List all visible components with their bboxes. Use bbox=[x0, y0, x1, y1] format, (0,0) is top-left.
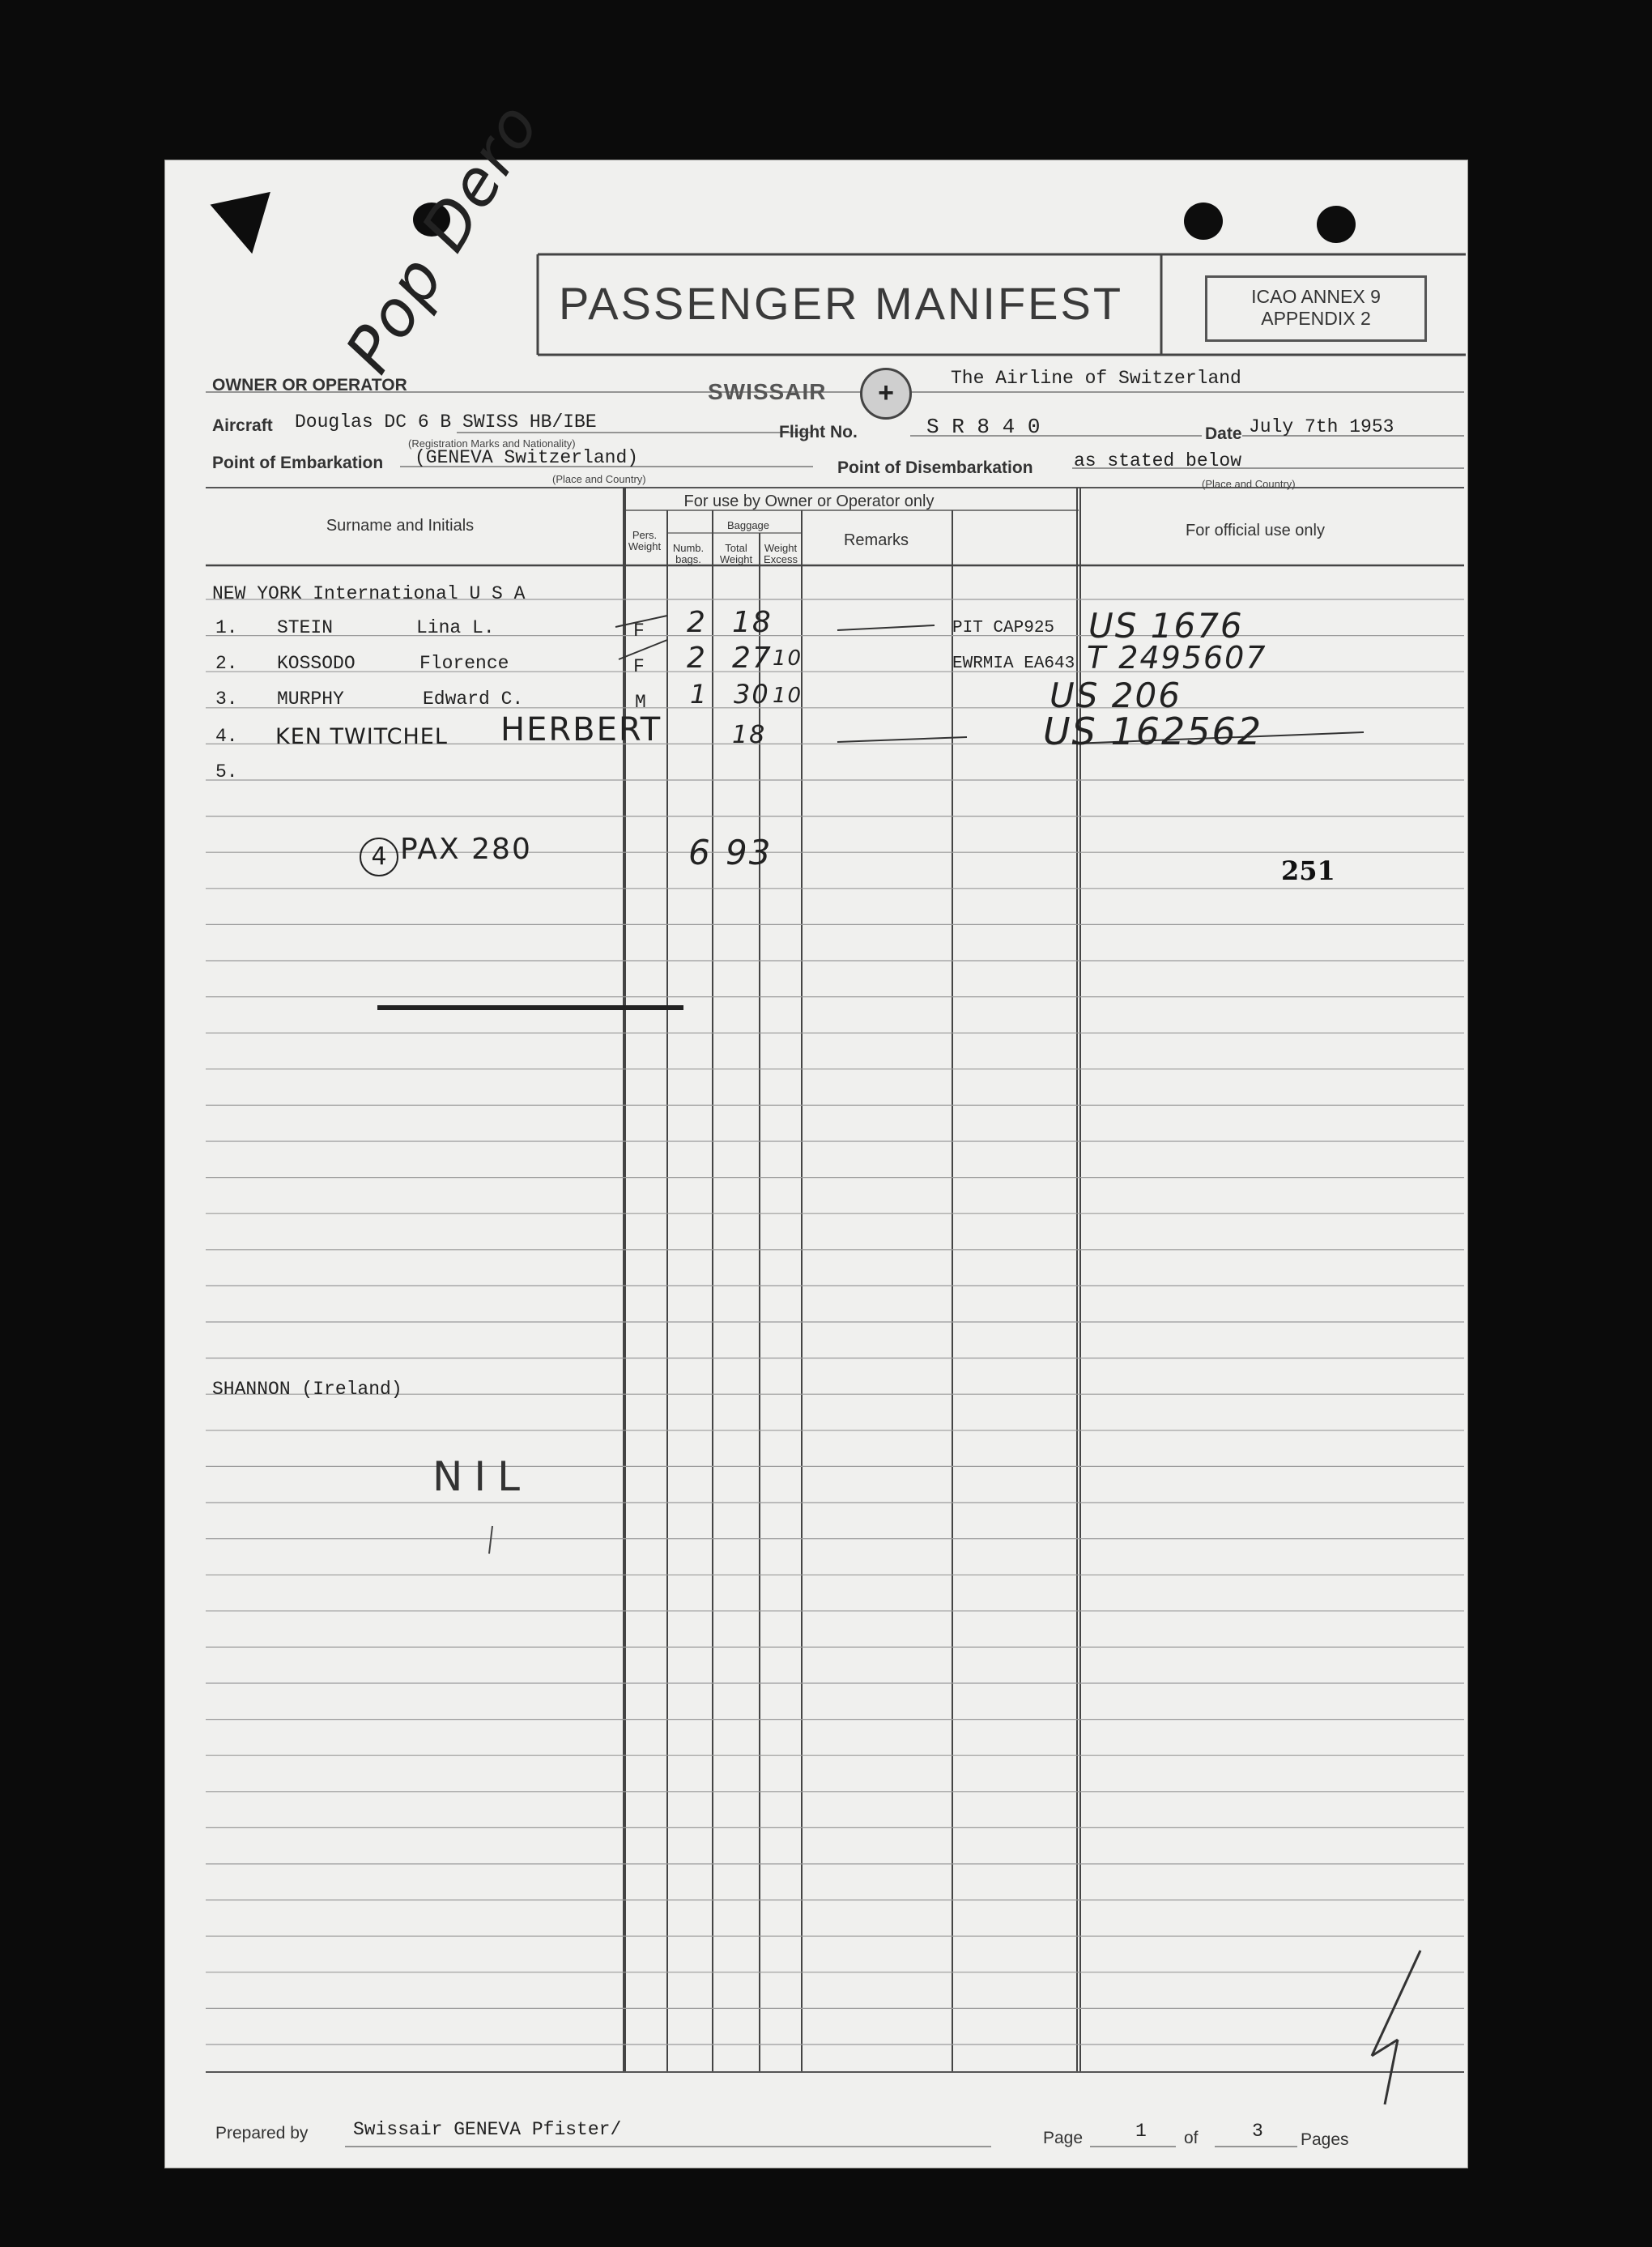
brand-emblem: + bbox=[860, 368, 912, 420]
disembarkation-value: as stated below bbox=[1074, 450, 1242, 471]
row2-bags: 2 bbox=[687, 642, 707, 675]
row3-given: Edward C. bbox=[423, 689, 524, 710]
pax-total: PAX 280 bbox=[400, 833, 532, 866]
icao-line2: APPENDIX 2 bbox=[1261, 308, 1371, 329]
row4-no: 4. bbox=[215, 726, 238, 747]
row3-no: 3. bbox=[215, 689, 238, 710]
row1-remarks: PIT CAP925 bbox=[952, 619, 1055, 637]
row3-excess: 10 bbox=[773, 684, 803, 708]
total-weight: 93 bbox=[726, 833, 773, 872]
col-total-weight-header: Total Weight bbox=[719, 542, 753, 565]
row4-weight: 18 bbox=[732, 721, 767, 749]
row2-sex: F bbox=[633, 656, 645, 677]
row3-weight: 30 bbox=[734, 679, 770, 710]
disembarkation-label: Point of Disembarkation bbox=[837, 458, 1033, 477]
section-new-york: NEW YORK International U S A bbox=[212, 583, 526, 604]
row1-no: 1. bbox=[215, 617, 238, 638]
row2-weight: 27 bbox=[732, 642, 773, 675]
row1-surname: STEIN bbox=[277, 617, 334, 638]
icao-line1: ICAO ANNEX 9 bbox=[1251, 286, 1381, 307]
col-surname-header: Surname and Initials bbox=[326, 517, 475, 535]
row3-bags: 1 bbox=[690, 679, 709, 710]
flight-value: S R 8 4 0 bbox=[926, 415, 1041, 439]
row3-sex: M bbox=[635, 692, 646, 713]
pages-label: Pages bbox=[1301, 2130, 1349, 2149]
row1-sex: F bbox=[633, 620, 645, 642]
row1-dash bbox=[837, 625, 935, 630]
row5-no: 5. bbox=[215, 761, 238, 782]
of-label: of bbox=[1184, 2129, 1199, 2147]
row2-no: 2. bbox=[215, 653, 238, 674]
row4-surname: KEN TWITCHEL bbox=[275, 724, 448, 749]
row2-surname: KOSSODO bbox=[277, 653, 356, 674]
owner-label: OWNER OR OPERATOR bbox=[212, 376, 407, 394]
page-value: 1 bbox=[1135, 2121, 1147, 2142]
date-value: July 7th 1953 bbox=[1249, 416, 1394, 437]
row4-given: HERBERT bbox=[500, 711, 662, 748]
stamp-number: 251 bbox=[1281, 855, 1335, 886]
punch-hole-right bbox=[1317, 206, 1356, 243]
col-pers-weight-header: Pers. Weight bbox=[628, 529, 662, 552]
registration-caption: (Registration Marks and Nationality) bbox=[408, 437, 576, 450]
col-official-header: For official use only bbox=[1186, 522, 1325, 539]
aircraft-value: Douglas DC 6 B SWISS HB/IBE bbox=[295, 411, 597, 433]
col-numb-bags-header: Numb. bags. bbox=[672, 542, 705, 565]
section-shannon: SHANNON (Ireland) bbox=[212, 1379, 402, 1400]
row2-excess: 10 bbox=[773, 646, 803, 671]
nil-tick bbox=[489, 1526, 492, 1554]
row3-official: US 206 bbox=[1050, 676, 1182, 715]
aircraft-label: Aircraft bbox=[212, 416, 273, 435]
pax-count-circle bbox=[360, 838, 398, 876]
row4-dash bbox=[837, 737, 967, 742]
flight-label: Flight No. bbox=[779, 423, 858, 441]
row2-remarks: EWRMIA EA643 bbox=[952, 654, 1075, 673]
col-operator-header: For use by Owner or Operator only bbox=[683, 492, 935, 510]
brand-tagline: The Airline of Switzerland bbox=[951, 368, 1241, 389]
brand-logo: SWISSAIR bbox=[708, 379, 827, 404]
punch-hole-mid bbox=[1184, 203, 1223, 240]
place-caption-left: (Place and Country) bbox=[552, 473, 646, 485]
icao-box bbox=[1205, 275, 1427, 342]
place-caption-right: (Place and Country) bbox=[1202, 478, 1296, 490]
prepared-value: Swissair GENEVA Pfister/ bbox=[353, 2119, 622, 2140]
row1-weight: 18 bbox=[732, 606, 773, 639]
date-label: Date bbox=[1205, 424, 1242, 443]
row2-official: T 2495607 bbox=[1087, 640, 1267, 676]
embarkation-label: Point of Embarkation bbox=[212, 454, 384, 472]
row4-official: US 162562 bbox=[1043, 710, 1263, 753]
col-baggage-header: Baggage bbox=[726, 519, 770, 531]
prepared-label: Prepared by bbox=[215, 2124, 309, 2143]
row1-given: Lina L. bbox=[416, 617, 495, 638]
of-value: 3 bbox=[1252, 2121, 1263, 2142]
page-title: PASSENGER MANIFEST bbox=[559, 278, 1124, 329]
col-weight-excess-header: Weight Excess bbox=[764, 542, 798, 565]
row1-bags: 2 bbox=[687, 606, 707, 639]
manifest-sheet bbox=[165, 90, 1467, 2168]
row2-given: Florence bbox=[419, 653, 509, 674]
col-remarks-header: Remarks bbox=[843, 531, 909, 549]
page-label: Page bbox=[1043, 2129, 1084, 2147]
total-bags: 6 bbox=[688, 833, 712, 872]
pax-count: 4 bbox=[371, 842, 387, 871]
nil-entry: NIL bbox=[432, 1453, 532, 1500]
row3-surname: MURPHY bbox=[277, 689, 344, 710]
embarkation-value: (GENEVA Switzerland) bbox=[415, 447, 639, 468]
handwritten-annotation: Pop Dero bbox=[332, 90, 554, 386]
row1-official: US 1676 bbox=[1088, 606, 1244, 646]
